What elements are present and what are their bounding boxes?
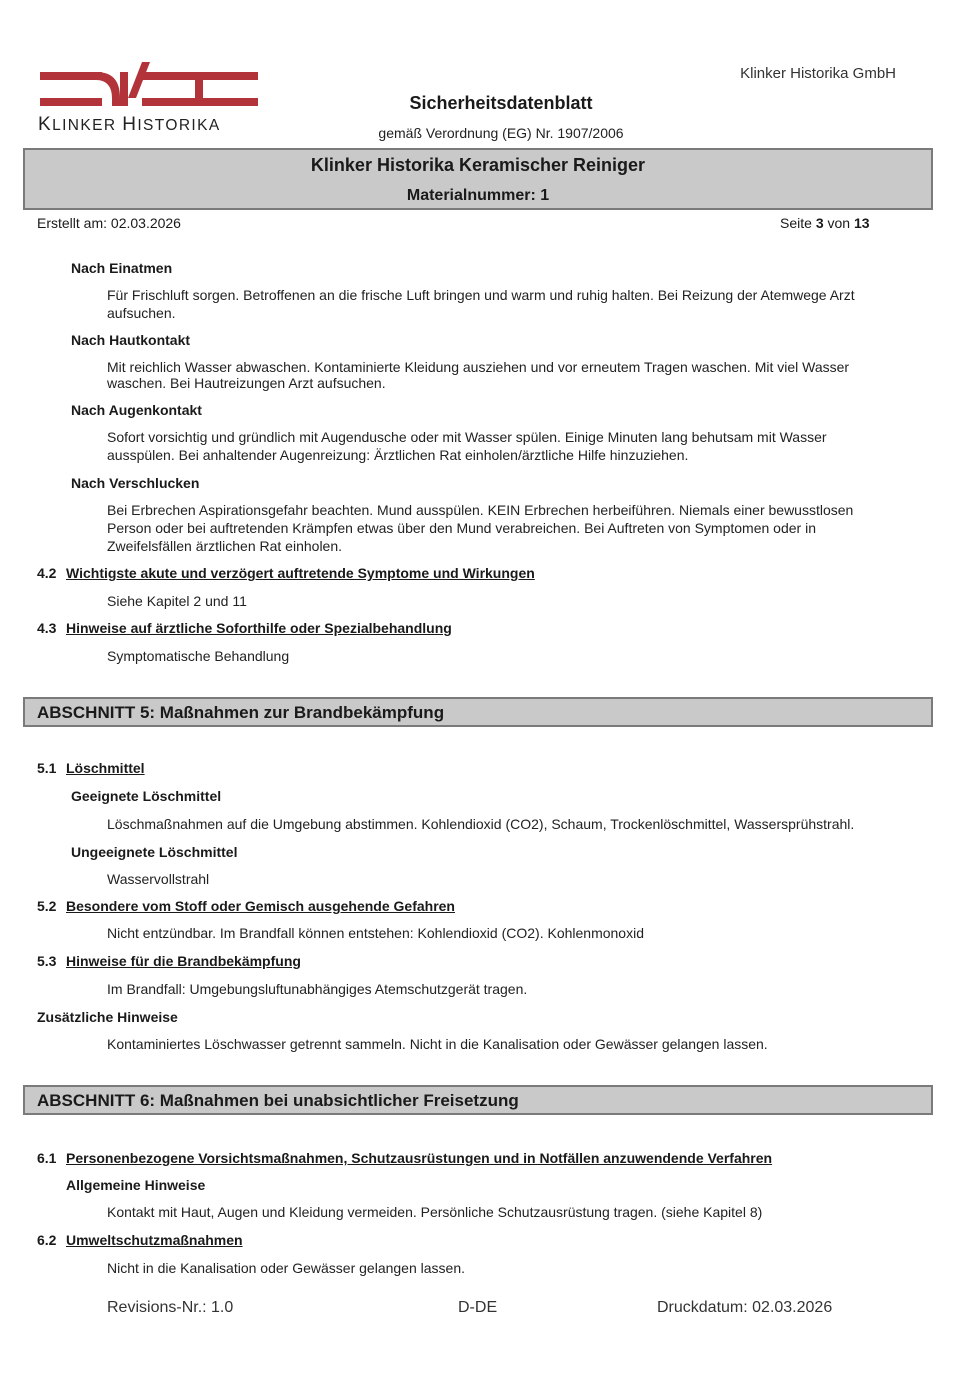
subheading-eye: Nach Augenkontakt [71,402,202,418]
text-swallow-2: Person oder bei auftretenden Krämpfen etwas über den Mund verabreichen. Bei Auftreten von Symptomen oder in [107,520,816,536]
text-5-2: Nicht entzündbar. Im Brandfall können entstehen: Kohlendioxid (CO2). Kohlenmonoxid [107,925,644,941]
text-inhalation-1: Für Frischluft sorgen. Betroffenen an die frische Luft bringen und warm und ruhig halten. Bei Reizung der Atemwege Arzt [107,287,855,303]
subheading-swallow: Nach Verschlucken [71,475,200,491]
text-unsuitable: Wasservollstrahl [107,871,210,887]
text-4-3: Symptomatische Behandlung [107,648,290,664]
section-number-5-3: 5.3 [37,953,57,969]
product-name: Klinker Historika Keramischer Reiniger [310,155,646,175]
product-header [23,148,933,210]
subheading-suitable: Geeignete Löschmittel [71,788,222,804]
text-general: Kontakt mit Haut, Augen und Kleidung vermeiden. Persönliche Schutzausrüstung tragen. (siehe Kapitel 8) [107,1204,763,1220]
material-number: Materialnummer: 1 [406,187,550,204]
section-5-title: ABSCHNITT 5: Maßnahmen zur Brandbekämpfung [37,703,445,722]
heading-4-2: Wichtigste akute und verzögert auftretende Symptome und Wirkungen [66,565,535,581]
heading-6-1: Personenbezogene Vorsichtsmaßnahmen, Schutzausrüstungen und in Notfällen anzuwendende Verfahren [66,1150,773,1166]
section-number-6-2: 6.2 [37,1232,57,1248]
created-date: Erstellt am: 02.03.2026 [37,215,181,231]
subheading-inhalation: Nach Einatmen [71,260,173,276]
footer-revision: Revisions-Nr.: 1.0 [107,1299,234,1316]
heading-6-2: Umweltschutzmaßnahmen [66,1232,243,1248]
heading-5-2: Besondere vom Stoff oder Gemisch ausgehende Gefahren [66,898,455,914]
subheading-general: Allgemeine Hinweise [66,1177,206,1193]
section-5-header [23,697,933,727]
text-swallow-3: Zweifelsfällen ärztlichen Rat einholen. [107,538,343,554]
subheading-skin: Nach Hautkontakt [71,332,191,348]
heading-5-1: Löschmittel [66,760,145,776]
section-number-4-2: 4.2 [37,565,57,581]
subheading-additional: Zusätzliche Hinweise [37,1009,178,1025]
subheading-unsuitable: Ungeeignete Löschmittel [71,844,238,860]
company-name: Klinker Historika GmbH [740,65,896,82]
text-4-2: Siehe Kapitel 2 und 11 [107,593,247,609]
text-inhalation-2: aufsuchen. [107,305,176,321]
section-number-6-1: 6.1 [37,1150,57,1166]
document-title: Sicherheitsdatenblatt [409,93,593,113]
section-6-title: ABSCHNITT 6: Maßnahmen bei unabsichtlicher Freisetzung [37,1091,519,1110]
footer-country: D-DE [458,1299,498,1316]
text-5-3: Im Brandfall: Umgebungsluftunabhängiges Atemschutzgerät tragen. [107,981,528,997]
text-skin-1: Mit reichlich Wasser abwaschen. Kontaminierte Kleidung ausziehen und vor erneutem Tragen waschen. Mit viel Wasser [107,359,850,375]
footer-print-date: Druckdatum: 02.03.2026 [657,1299,833,1316]
logo-wordmark: KLINKER HISTORIKA [38,114,221,135]
section-number-5-1: 5.1 [37,760,57,776]
text-eye-1: Sofort vorsichtig und gründlich mit Augendusche oder mit Wasser spülen. Einige Minuten lang behutsam mit Wasser [107,429,827,445]
page-number: Seite 3 von 13 [780,215,870,231]
section-6-header [23,1085,933,1115]
text-swallow-1: Bei Erbrechen Aspirationsgefahr beachten. Mund ausspülen. KEIN Erbrechen herbeiführen. Niemals einer bewusstlosen [107,502,854,518]
document-subtitle: gemäß Verordnung (EG) Nr. 1907/2006 [378,125,624,141]
text-6-2: Nicht in die Kanalisation oder Gewässer gelangen lassen. [107,1260,465,1276]
section-number-4-3: 4.3 [37,620,57,636]
text-additional: Kontaminiertes Löschwasser getrennt sammeln. Nicht in die Kanalisation oder Gewässer gelangen lassen. [107,1036,768,1052]
heading-5-3: Hinweise für die Brandbekämpfung [66,953,301,969]
heading-4-3: Hinweise auf ärztliche Soforthilfe oder Spezialbehandlung [66,620,452,636]
text-eye-2: ausspülen. Bei anhaltender Augenreizung: Ärztlichen Rat einholen/ärztliche Hilfe hinzuziehen. [107,447,689,463]
section-number-5-2: 5.2 [37,898,57,914]
text-skin-2: waschen. Bei Hautreizungen Arzt aufsuchen. [107,375,386,391]
text-suitable: Löschmaßnahmen auf die Umgebung abstimmen. Kohlendioxid (CO2), Schaum, Trockenlöschmittel, Wassersprühstrahl. [107,816,855,832]
